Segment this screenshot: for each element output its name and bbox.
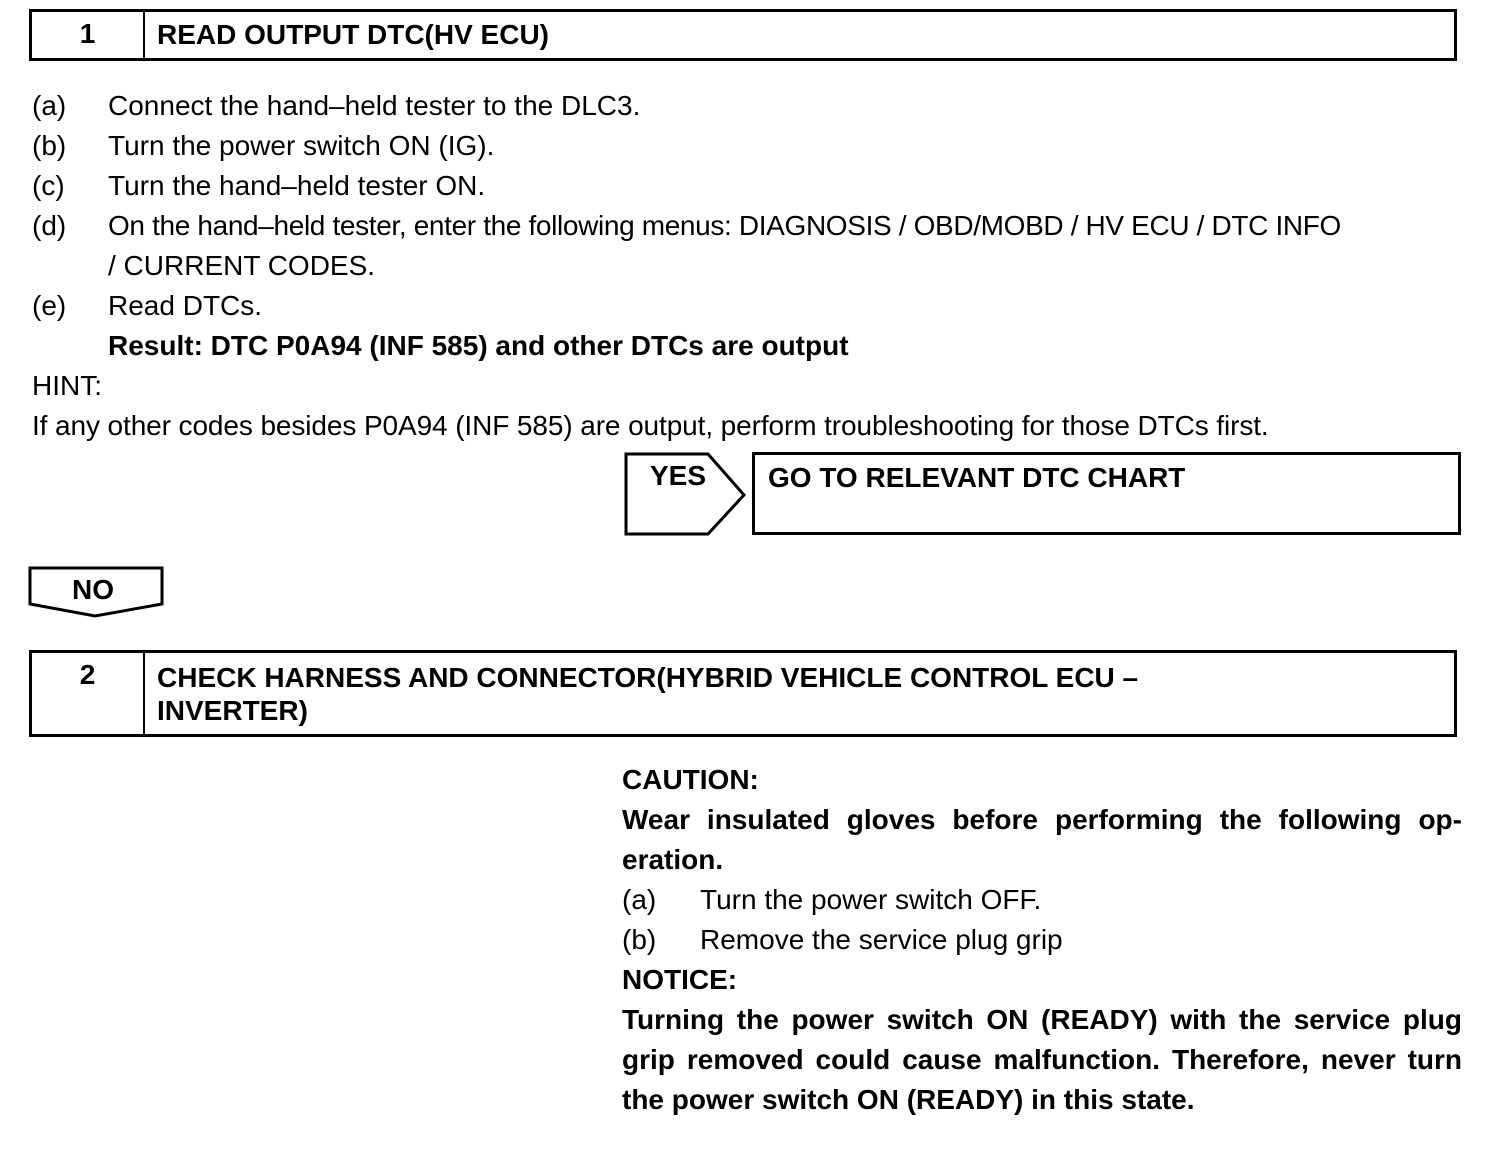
notice-label: NOTICE: — [622, 964, 738, 995]
hint-text: If any other codes besides P0A94 (INF 585) are output, perform troubleshooting for those DTCs first. — [32, 410, 1269, 441]
yes-label: YES — [650, 460, 707, 491]
step-2-title-line-1: CHECK HARNESS AND CONNECTOR(HYBRID VEHICLE CONTROL ECU – — [157, 662, 1139, 693]
no-label: NO — [72, 574, 114, 605]
step-2-title — [145, 653, 1454, 734]
step-1-title: READ OUTPUT DTC(HV ECU) — [157, 19, 549, 50]
step-1-item-b-label: (b) — [32, 130, 67, 161]
step-1-item-c-text: Turn the hand–held tester ON. — [108, 170, 486, 201]
step-1-item-d-text-continued: / CURRENT CODES. — [108, 250, 376, 281]
step-1-number: 1 — [32, 12, 145, 58]
step-1-item-c-label: (c) — [32, 170, 65, 201]
step-1-item-d-text: On the hand–held tester, enter the following menus: DIAGNOSIS / OBD/MOBD / HV ECU / DTC INFO — [108, 210, 1341, 241]
step-1-result: Result: DTC P0A94 (INF 585) and other DTCs are output — [108, 330, 849, 361]
step-2-title-line-2: INVERTER) — [157, 695, 308, 726]
step-1-item-d-label: (d) — [32, 210, 67, 241]
step-1-item-e-label: (e) — [32, 290, 67, 321]
notice-text: Turning the power switch ON (READY) with the service plug grip removed could cause malfunction. Therefore, never turn the power switch ON (READY) in this state. — [622, 1004, 1462, 1115]
step-2-header — [29, 650, 1457, 737]
step-1-item-e-text: Read DTCs. — [108, 290, 263, 321]
step-1-header — [29, 9, 1457, 61]
step-1-item-a-text: Connect the hand–held tester to the DLC3. — [108, 90, 641, 121]
hint-label: HINT: — [32, 370, 102, 401]
step-2-item-b-text: Remove the service plug grip — [700, 924, 1063, 955]
yes-destination-text: GO TO RELEVANT DTC CHART — [768, 462, 1186, 493]
step-2-item-a-label: (a) — [622, 884, 657, 915]
item-label: (a) — [32, 90, 67, 121]
yes-destination-box — [752, 452, 1461, 535]
step-2-item-b-label: (b) — [622, 924, 657, 955]
caution-text: Wear insulated gloves before performing the following op- eration. — [622, 804, 1462, 875]
step-2-item-a-text: Turn the power switch OFF. — [700, 884, 1042, 915]
step-1-item-b-text: Turn the power switch ON (IG). — [108, 130, 495, 161]
caution-label: CAUTION: — [622, 764, 759, 795]
step-2-number: 2 — [32, 653, 145, 734]
